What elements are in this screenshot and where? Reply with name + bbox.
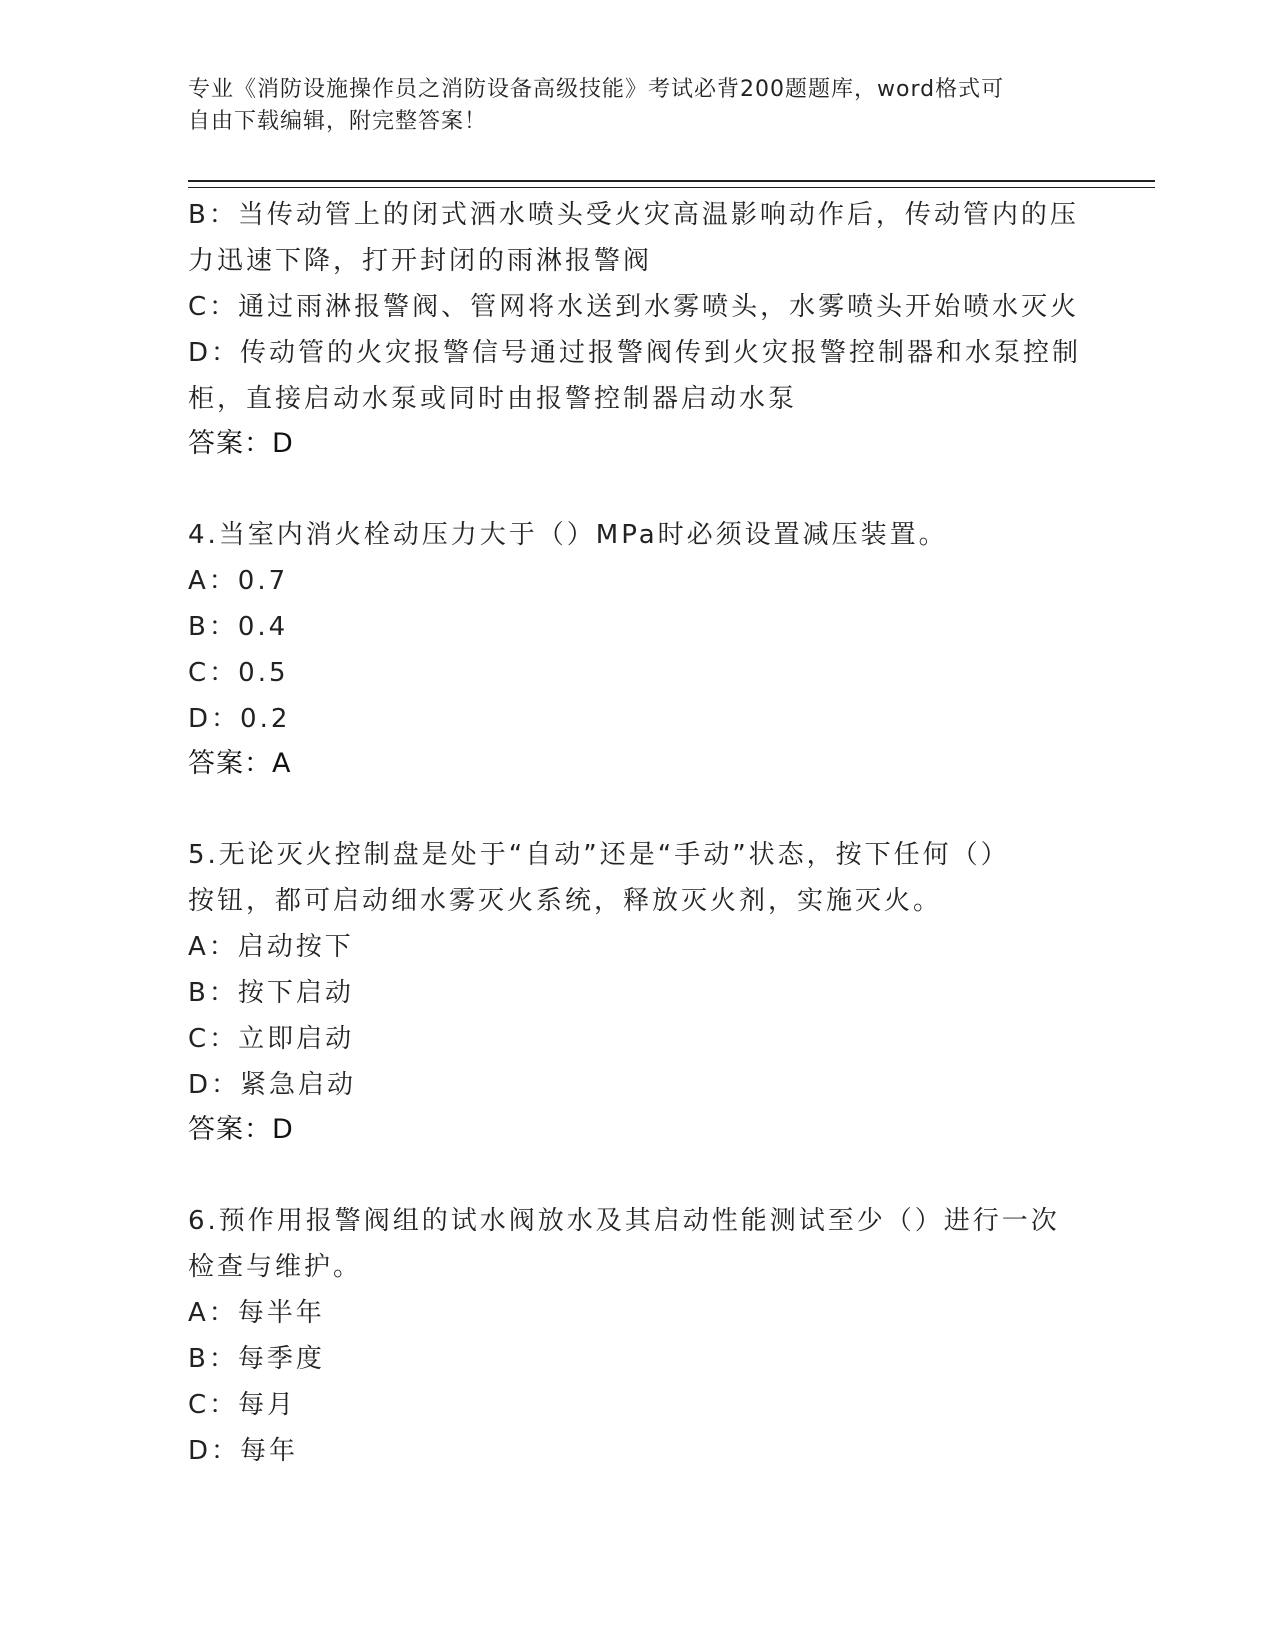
option-c: C：每月 — [188, 1390, 297, 1420]
question-5 — [188, 832, 1088, 1152]
document-header — [188, 74, 1088, 138]
option-d: D：紧急启动 — [188, 1070, 357, 1100]
option-b-line-1: B：当传动管上的闭式洒水喷头受火灾高温影响动作后，传动管内的压 — [188, 200, 1079, 230]
option-a: A：0.7 — [188, 566, 289, 596]
question-text-line-2: 检查与维护。 — [188, 1252, 363, 1282]
option-a: A：每半年 — [188, 1298, 325, 1328]
option-a: A：启动按下 — [188, 932, 354, 962]
option-d-line-2: 柜，直接启动水泵或同时由报警控制器启动水泵 — [188, 384, 798, 414]
answer: 答案：D — [188, 1114, 294, 1145]
question-text-line-1: 5.无论灭火控制盘是处于“自动”还是“手动”状态，按下任何（） — [188, 840, 1010, 870]
header-divider — [188, 180, 1155, 188]
option-b: B：按下启动 — [188, 978, 354, 1008]
option-c: C：立即启动 — [188, 1024, 355, 1054]
question-text: 4.当室内消火栓动压力大于（）MPa时必须设置减压装置。 — [188, 520, 948, 550]
answer: 答案：A — [188, 748, 292, 779]
header-title-line-2: 自由下载编辑，附完整答案！ — [188, 109, 488, 134]
header-title-line-1: 专业《消防设施操作员之消防设备高级技能》考试必背200题题库，word格式可 — [188, 77, 1005, 102]
option-c: C：0.5 — [188, 658, 289, 688]
option-b: B：0.4 — [188, 612, 289, 642]
answer: 答案：D — [188, 428, 294, 459]
question-list — [188, 192, 1088, 1474]
option-d: D：每年 — [188, 1436, 299, 1466]
question-3-continued — [188, 192, 1088, 466]
spacer — [188, 466, 1088, 512]
spacer — [188, 786, 1088, 832]
question-text-line-1: 6.预作用报警阀组的试水阀放水及其启动性能测试至少（）进行一次 — [188, 1206, 1060, 1236]
question-4 — [188, 512, 1088, 786]
spacer — [188, 1152, 1088, 1198]
option-c: C：通过雨淋报警阀、管网将水送到水雾喷头，水雾喷头开始喷水灭火 — [188, 292, 1080, 322]
question-6 — [188, 1198, 1088, 1474]
question-text-line-2: 按钮，都可启动细水雾灭火系统，释放灭火剂，实施灭火。 — [188, 886, 943, 916]
option-d-line-1: D：传动管的火灾报警信号通过报警阀传到火灾报警控制器和水泵控制 — [188, 338, 1082, 368]
option-d: D：0.2 — [188, 704, 291, 734]
option-b-line-2: 力迅速下降，打开封闭的雨淋报警阀 — [188, 246, 653, 276]
option-b: B：每季度 — [188, 1344, 325, 1374]
